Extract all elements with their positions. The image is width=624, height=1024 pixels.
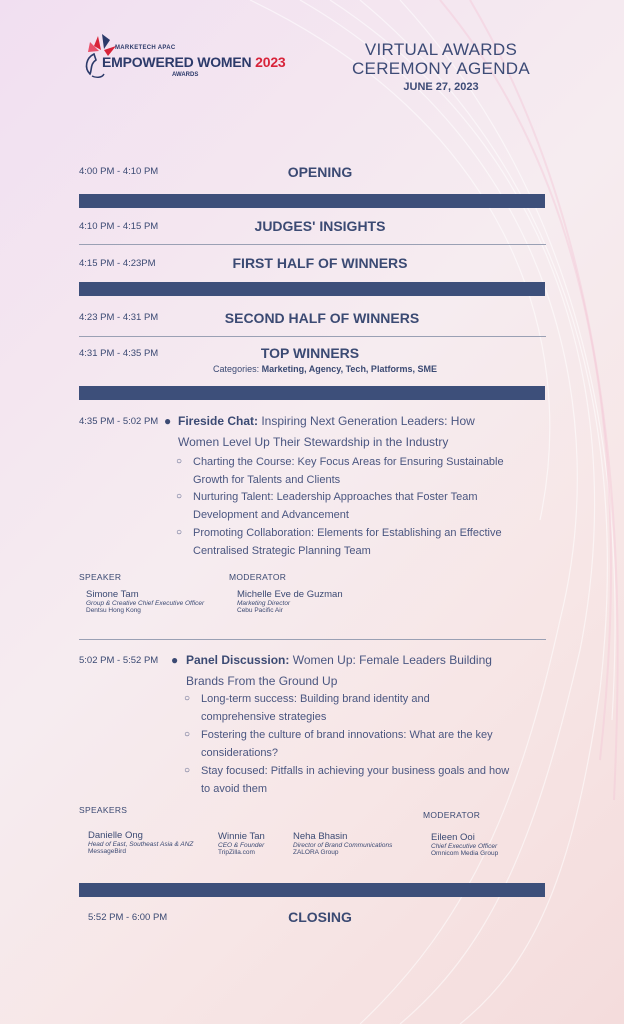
empowered-women-wordmark: EMPOWERED WOMEN 2023: [102, 54, 286, 70]
event-logo: [80, 32, 286, 90]
top-winners-time: 4:31 PM - 4:35 PM: [79, 348, 159, 359]
fireside-time: 4:35 PM - 5:02 PM: [79, 416, 159, 427]
divider-line: [79, 244, 546, 245]
speaker-label: SPEAKER: [79, 572, 122, 582]
speaker-card: Neha Bhasin Director of Brand Communications ZALORA Group: [293, 831, 393, 856]
closing-title: CLOSING: [288, 909, 352, 925]
agenda-title: VIRTUAL AWARDS CEREMONY AGENDA: [351, 40, 530, 78]
bullet-icon: ●: [171, 653, 179, 667]
moderator-card: Michelle Eve de Guzman Marketing Director Cebu Pacific Air: [237, 589, 343, 614]
first-half-title: FIRST HALF OF WINNERS: [232, 255, 408, 271]
event-date: JUNE 27, 2023: [403, 81, 479, 93]
circle-bullet-icon: ○: [184, 729, 191, 740]
panel-time: 5:02 PM - 5:52 PM: [79, 655, 159, 666]
second-half-time: 4:23 PM - 4:31 PM: [79, 312, 159, 323]
opening-title: OPENING: [287, 164, 353, 180]
speaker-card: Danielle Ong Head of East, Southeast Asia & ANZ MessageBird: [88, 830, 194, 855]
panel-point: ○ Stay focused: Pitfalls in achieving your business goals and how to avoid them: [201, 762, 546, 798]
second-half-title: SECOND HALF OF WINNERS: [224, 310, 420, 326]
fireside-point: ○ Promoting Collaboration: Elements for Establishing an Effective Centralised Strategic Planning Team: [193, 524, 543, 560]
top-winners-title: TOP WINNERS: [260, 345, 360, 361]
opening-time: 4:00 PM - 4:10 PM: [79, 166, 159, 177]
section-divider-bar: [79, 883, 545, 897]
speaker-card: Simone Tam Group & Creative Chief Executive Officer Dentsu Hong Kong: [86, 589, 205, 614]
first-half-time: 4:15 PM - 4:23PM: [79, 258, 156, 269]
moderator-label: MODERATOR: [423, 810, 481, 820]
top-winners-categories: Categories: Marketing, Agency, Tech, Platforms, SME: [213, 364, 437, 374]
fireside-point: ○ Nurturing Talent: Leadership Approaches that Foster Team Development and Advancement: [193, 488, 543, 524]
circle-bullet-icon: ○: [176, 491, 183, 502]
judges-time: 4:10 PM - 4:15 PM: [79, 221, 159, 232]
fireside-point: ○ Charting the Course: Key Focus Areas for Ensuring Sustainable Growth for Talents and Clients: [193, 453, 543, 489]
circle-bullet-icon: ○: [184, 765, 191, 776]
moderator-label: MODERATOR: [229, 572, 287, 582]
panel-point: ○ Long-term success: Building brand identity and comprehensive strategies: [201, 690, 546, 726]
section-divider-bar: [79, 282, 545, 296]
panel-discussion-title: Panel Discussion: Women Up: Female Leaders Building Brands From the Ground Up: [186, 653, 492, 688]
speaker-card: Winnie Tan CEO & Founder TripZilla.com: [218, 831, 265, 856]
panel-point: ○ Fostering the culture of brand innovations: What are the key considerations?: [201, 726, 546, 762]
bullet-icon: ●: [164, 414, 172, 428]
circle-bullet-icon: ○: [176, 456, 183, 467]
circle-bullet-icon: ○: [176, 527, 183, 538]
divider-line: [79, 639, 546, 640]
divider-line: [79, 336, 546, 337]
marketech-apac-text: MARKETECH APAC: [115, 45, 176, 51]
circle-bullet-icon: ○: [184, 693, 191, 704]
section-divider-bar: [79, 194, 545, 208]
speakers-label: SPEAKERS: [79, 805, 128, 815]
judges-title: JUDGES' INSIGHTS: [254, 218, 386, 234]
fireside-chat-title: Fireside Chat: Inspiring Next Generation Leaders: How Women Level Up Their Stewardship in the Industry: [178, 414, 475, 449]
closing-time: 5:52 PM - 6:00 PM: [88, 912, 168, 923]
awards-text: AWARDS: [172, 72, 199, 78]
section-divider-bar: [79, 386, 545, 400]
moderator-card: Eileen Ooi Chief Executive Officer Omnicom Media Group: [431, 832, 499, 857]
